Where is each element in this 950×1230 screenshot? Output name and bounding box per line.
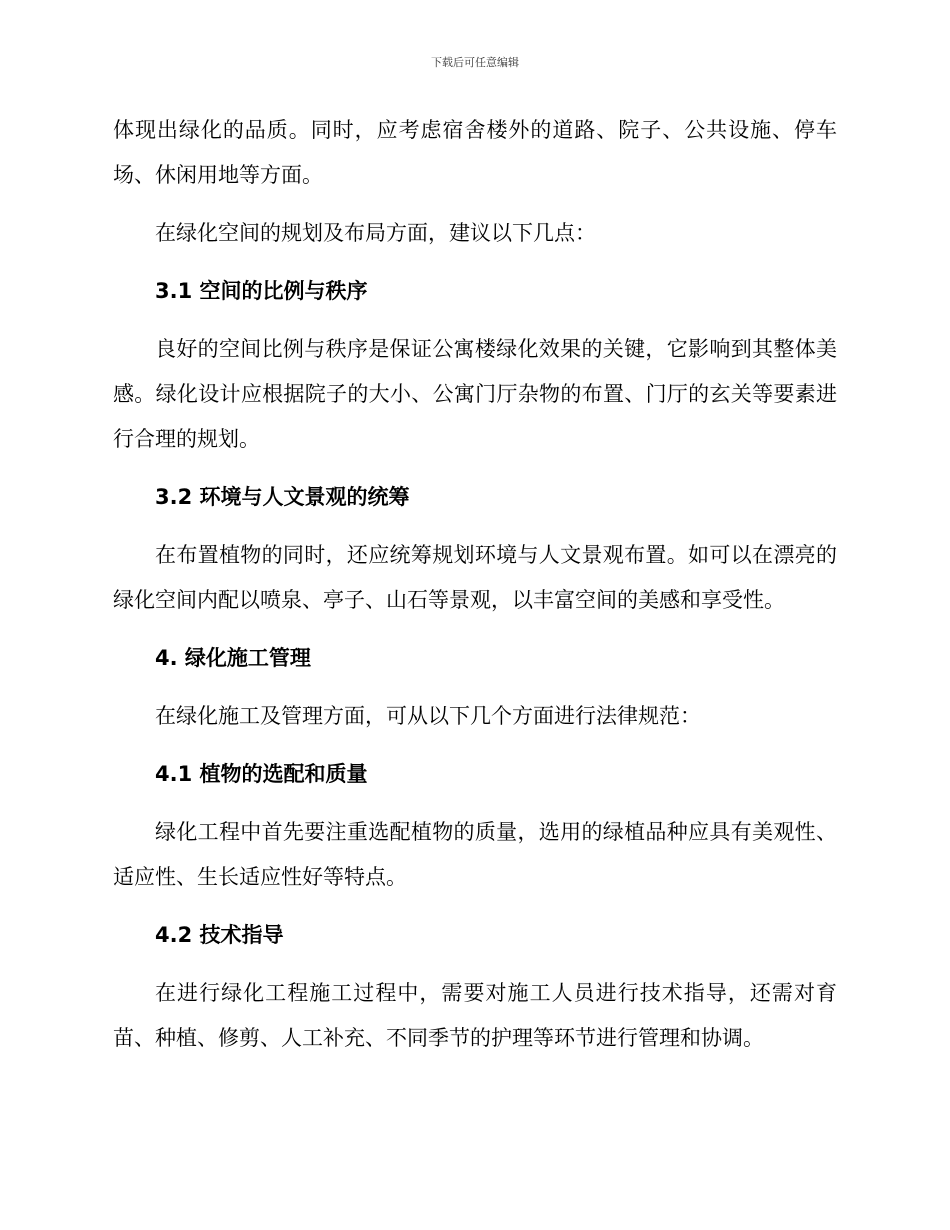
section-heading-4-2: 4.2 技术指导 <box>155 923 284 947</box>
paragraph-space-proportion: 良好的空间比例与秩序是保证公寓楼绿化效果的关键，它影响到其整体美感。绿化设计应根据院子的大小、公寓门厅杂物的布置、门厅的玄关等要素进行合理的规划。 <box>113 337 837 451</box>
paragraph-plant-quality: 绿化工程中首先要注重选配植物的质量，选用的绿植品种应具有美观性、适应性、生长适应性好等特点。 <box>113 820 837 889</box>
section-heading-4-1: 4.1 植物的选配和质量 <box>155 762 368 786</box>
paragraph-continuation: 体现出绿化的品质。同时，应考虑宿舍楼外的道路、院子、公共设施、停车场、休闲用地等方面。 <box>113 118 837 187</box>
paragraph-construction-intro: 在绿化施工及管理方面，可从以下几个方面进行法律规范： <box>155 704 701 728</box>
document-body <box>113 108 837 1061</box>
paragraph-landscape: 在布置植物的同时，还应统筹规划环境与人文景观布置。如可以在漂亮的绿化空间内配以喷泉、亭子、山石等景观，以丰富空间的美感和享受性。 <box>113 543 837 612</box>
section-heading-3-2: 3.2 环境与人文景观的统筹 <box>155 485 410 509</box>
section-heading-3-1: 3.1 空间的比例与秩序 <box>155 279 368 303</box>
page-header-note: 下载后可任意编辑 <box>431 56 519 69</box>
section-heading-4: 4. 绿化施工管理 <box>155 646 311 670</box>
paragraph-intro-planning: 在绿化空间的规划及布局方面，建议以下几点： <box>155 221 596 245</box>
paragraph-technical-guidance: 在进行绿化工程施工过程中，需要对施工人员进行技术指导，还需对育苗、种植、修剪、人工补充、不同季节的护理等环节进行管理和协调。 <box>113 981 837 1050</box>
